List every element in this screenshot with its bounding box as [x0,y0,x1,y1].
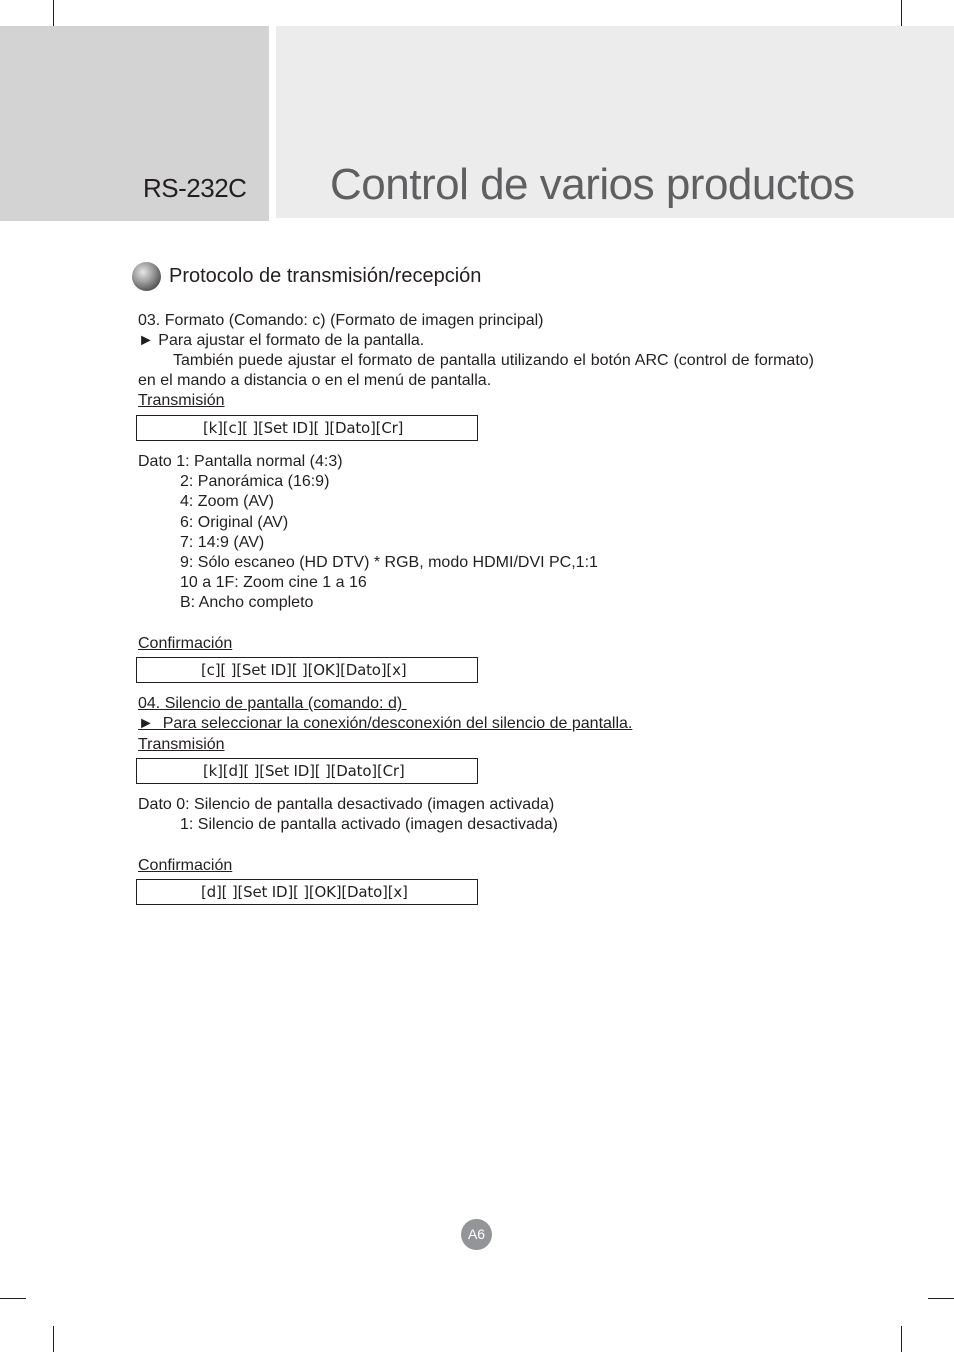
subsection-title: Protocolo de transmisión/recepción [169,265,482,287]
cmd04-transmission-code: [k][d][ ][Set ID][ ][Dato][Cr] [203,762,405,780]
cmd03-transmission-code: [k][c][ ][Set ID][ ][Dato][Cr] [203,419,404,437]
cmd03-confirmation-label: Confirmación [138,635,233,652]
cmd04-confirmation-code: [d][ ][Set ID][ ][OK][Dato][x] [201,883,408,901]
sphere-bullet-icon [132,262,161,291]
cmd03-transmission-box [136,415,478,441]
crop-mark [928,1298,954,1299]
cmd03-data-line: 10 a 1F: Zoom cine 1 a 16 [180,574,367,591]
cmd03-data-line: 2: Panorámica (16:9) [180,473,330,490]
crop-mark [901,1326,902,1352]
cmd04-data-line: Dato 0: Silencio de pantalla desactivado (imagen activada) [138,796,555,813]
cmd03-data-line: 9: Sólo escaneo (HD DTV) * RGB, modo HDMI/DVI PC,1:1 [180,554,598,571]
crop-mark [53,1326,54,1352]
cmd03-data-line: B: Ancho completo [180,594,314,611]
cmd03-transmission-label: Transmisión [138,392,225,409]
cmd04-transmission-box [136,758,478,784]
cmd04-bullet: ► Para seleccionar la conexión/desconexión del silencio de pantalla. [138,715,633,732]
cmd03-bullet: ► Para ajustar el formato de la pantalla. [138,332,425,349]
cmd03-data-line: 6: Original (AV) [180,514,289,531]
cmd04-data-line: 1: Silencio de pantalla activado (imagen desactivada) [180,816,559,833]
crop-mark [901,0,902,26]
cmd04-transmission-label: Transmisión [138,736,225,753]
page-number-badge: A6 [461,1219,492,1250]
cmd03-data-line: Dato 1: Pantalla normal (4:3) [138,453,343,470]
page-title: Control de varios productos [330,160,855,209]
cmd03-description: También puede ajustar el formato de pantalla utilizando el botón ARC (control de formato) en el mando a distancia o en el menú de pantalla. [138,352,814,389]
cmd03-confirmation-box [136,657,478,683]
cmd04-heading: 04. Silencio de pantalla (comando: d) [138,695,407,712]
section-code: RS-232C [143,173,247,203]
cmd04-confirmation-box [136,879,478,905]
cmd04-confirmation-label: Confirmación [138,857,233,874]
cmd03-confirmation-code: [c][ ][Set ID][ ][OK][Dato][x] [201,661,407,679]
cmd03-data-line: 4: Zoom (AV) [180,493,274,510]
crop-mark [0,1298,26,1299]
cmd03-data-line: 7: 14:9 (AV) [180,534,265,551]
cmd03-heading: 03. Formato (Comando: c) (Formato de imagen principal) [138,312,544,329]
crop-mark [53,0,54,26]
